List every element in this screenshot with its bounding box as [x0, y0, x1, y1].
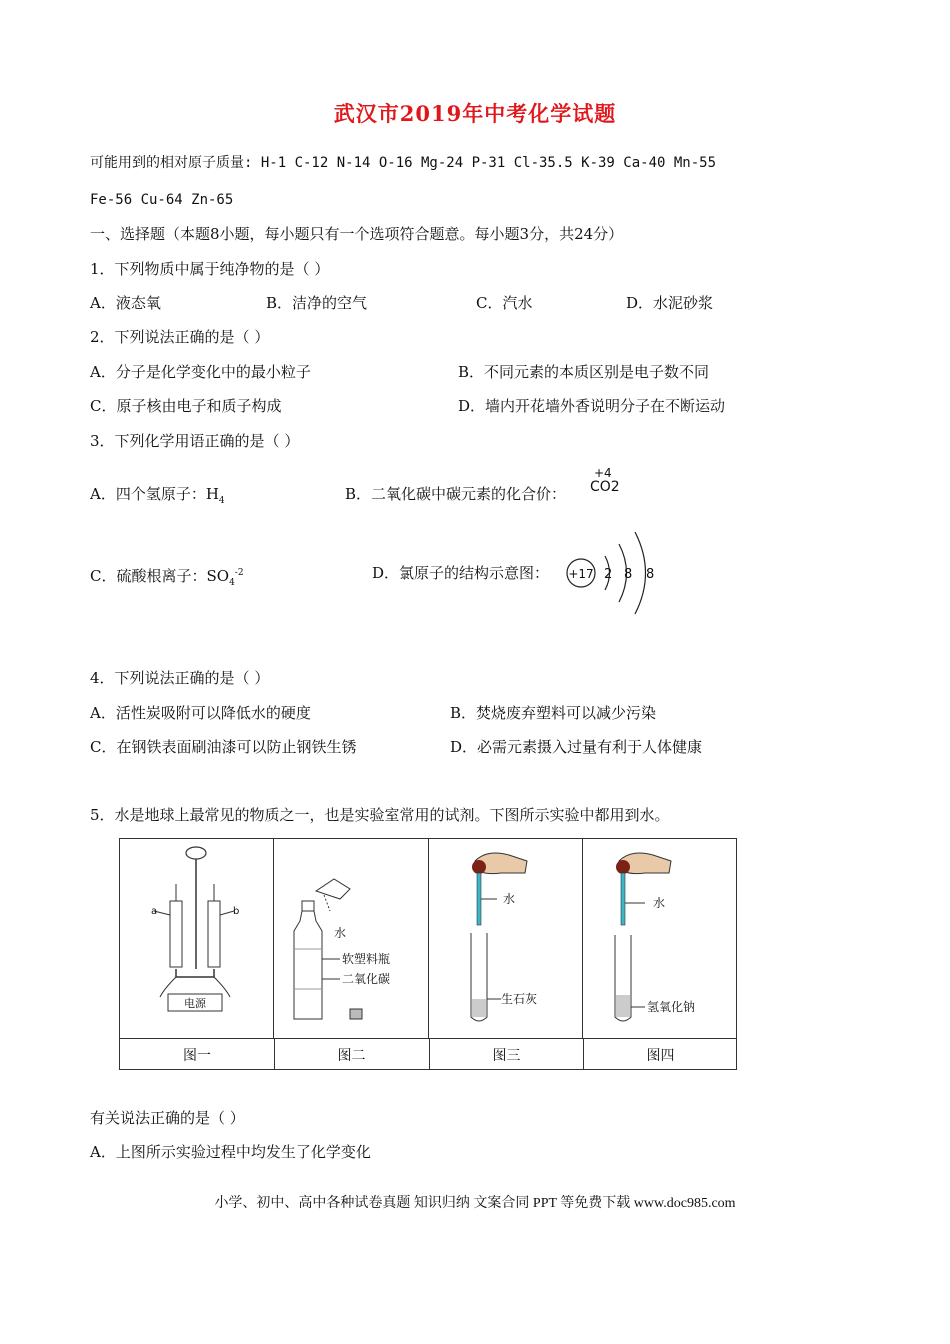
figure-caption-row: [120, 1038, 736, 1070]
bottle-cap: [350, 1009, 362, 1019]
fig2-gas-label: 二氧化碳: [342, 972, 391, 986]
atomic-mass-line-2: Fe-56 Cu-64 Zn-65: [90, 192, 234, 208]
q3-option-a-subscript: 4: [218, 496, 225, 506]
q5-option-a: A．上图所示实验过程中均发生了化学变化: [90, 1143, 371, 1161]
q4-option-d: D．必需元素摄入过量有利于人体健康: [450, 738, 703, 756]
figure-4-cell: [583, 839, 737, 1038]
figure-3-cell: [429, 839, 583, 1038]
q1-option-b: B．洁净的空气: [266, 294, 368, 312]
fig4-water-label: 水: [653, 896, 666, 910]
nucleus-charge: +17: [568, 567, 594, 581]
experiment-figure-table: [119, 838, 737, 1070]
bottle-outline: [294, 911, 322, 1019]
q1-option-d: D．水泥砂浆: [626, 294, 714, 312]
q3-option-b: B．二氧化碳中碳元素的化合价：: [345, 485, 567, 503]
fig1-label-b: b: [233, 906, 240, 917]
dropper-bulb-2: [616, 860, 630, 874]
q4-option-a: A．活性炭吸附可以降低水的硬度: [90, 704, 311, 722]
q3-option-c: [90, 563, 244, 593]
figure-2-cell: [274, 839, 429, 1038]
plastic-bottle-experiment: [274, 839, 428, 1038]
shell-2-count: 8: [624, 567, 633, 582]
shell-1-count: 2: [604, 567, 613, 582]
q3-co2-valence: [590, 466, 620, 494]
q4-option-c: C．在钢铁表面刷油漆可以防止钢铁生锈: [90, 738, 357, 756]
q3-option-d: D．氯原子的结构示意图：: [372, 564, 550, 582]
q2-stem: 2．下列说法正确的是（ ）: [90, 328, 270, 346]
fig3-solid-label: 生石灰: [501, 992, 538, 1006]
section-heading: 一、选择题（本题8小题，每小题只有一个选项符合题意。每小题3分，共24分）: [90, 225, 624, 243]
q3-option-c-subscript: 4: [229, 578, 235, 588]
q2-option-b: B．不同元素的本质区别是电子数不同: [458, 363, 710, 381]
q3-option-a: [90, 484, 225, 511]
q3-option-c-text: C．硫酸根离子：SO: [90, 567, 230, 585]
caption-figure-4: 图四: [583, 1039, 737, 1070]
beaker: [316, 879, 350, 899]
dropper-bulb-1: [472, 860, 486, 874]
q3-option-a-text: A．四个氢原子：H: [90, 485, 219, 503]
fig2-bottle-label: 软塑料瓶: [342, 952, 391, 966]
q1-option-c: C．汽水: [476, 294, 533, 312]
electrolysis-apparatus: [120, 839, 273, 1038]
dropper-tube-1: [477, 873, 481, 925]
fig1-power-label: 电源: [184, 997, 206, 1010]
quicklime-experiment: [429, 839, 582, 1038]
q5-question: 有关说法正确的是（ ）: [90, 1109, 245, 1127]
naoh-experiment: [583, 839, 736, 1038]
atomic-mass-line-1: 可能用到的相对原子质量: H-1 C-12 N-14 O-16 Mg-24 P-31 Cl-35.5 K-39 Ca-40 Mn-55: [90, 155, 717, 171]
fig1-label-a: a: [151, 906, 158, 917]
shell-3-count: 8: [646, 567, 655, 582]
page-footer: 小学、初中、高中各种试卷真题 知识归纳 文案合同 PPT 等免费下载 www.doc985.com: [214, 1196, 736, 1211]
q5-stem: 5．水是地球上最常见的物质之一，也是实验室常用的试剂。下图所示实验中都用到水。: [90, 806, 670, 824]
q3-option-c-superscript: -2: [234, 568, 244, 578]
figure-1-cell: [120, 839, 274, 1038]
caption-figure-3: 图三: [429, 1039, 583, 1070]
valence-mark: +4: [594, 466, 612, 480]
q1-stem: 1．下列物质中属于纯净物的是（ ）: [90, 260, 330, 278]
q4-stem: 4．下列说法正确的是（ ）: [90, 669, 270, 687]
fig3-water-label: 水: [503, 892, 516, 906]
chlorine-atom-diagram: [562, 528, 662, 620]
q2-option-d: D．墙内开花墙外香说明分子在不断运动: [458, 397, 726, 415]
q2-option-c: C．原子核由电子和质子构成: [90, 397, 282, 415]
fig2-water-label: 水: [334, 926, 347, 940]
dropper-tube-2: [621, 873, 625, 925]
page-title: 武汉市2019年中考化学试题: [333, 101, 617, 126]
caption-figure-2: 图二: [274, 1039, 428, 1070]
q2-option-a: A．分子是化学变化中的最小粒子: [90, 363, 311, 381]
caption-figure-1: 图一: [183, 1048, 211, 1064]
q4-option-b: B．焚烧废弃塑料可以减少污染: [450, 704, 657, 722]
co2-formula: CO2: [590, 479, 620, 495]
q1-option-a: A．液态氧: [90, 294, 161, 312]
electron-shell-3: [635, 532, 646, 614]
fig4-solid-label: 氢氧化钠: [647, 1000, 696, 1014]
q3-stem: 3．下列化学用语正确的是（ ）: [90, 432, 300, 450]
